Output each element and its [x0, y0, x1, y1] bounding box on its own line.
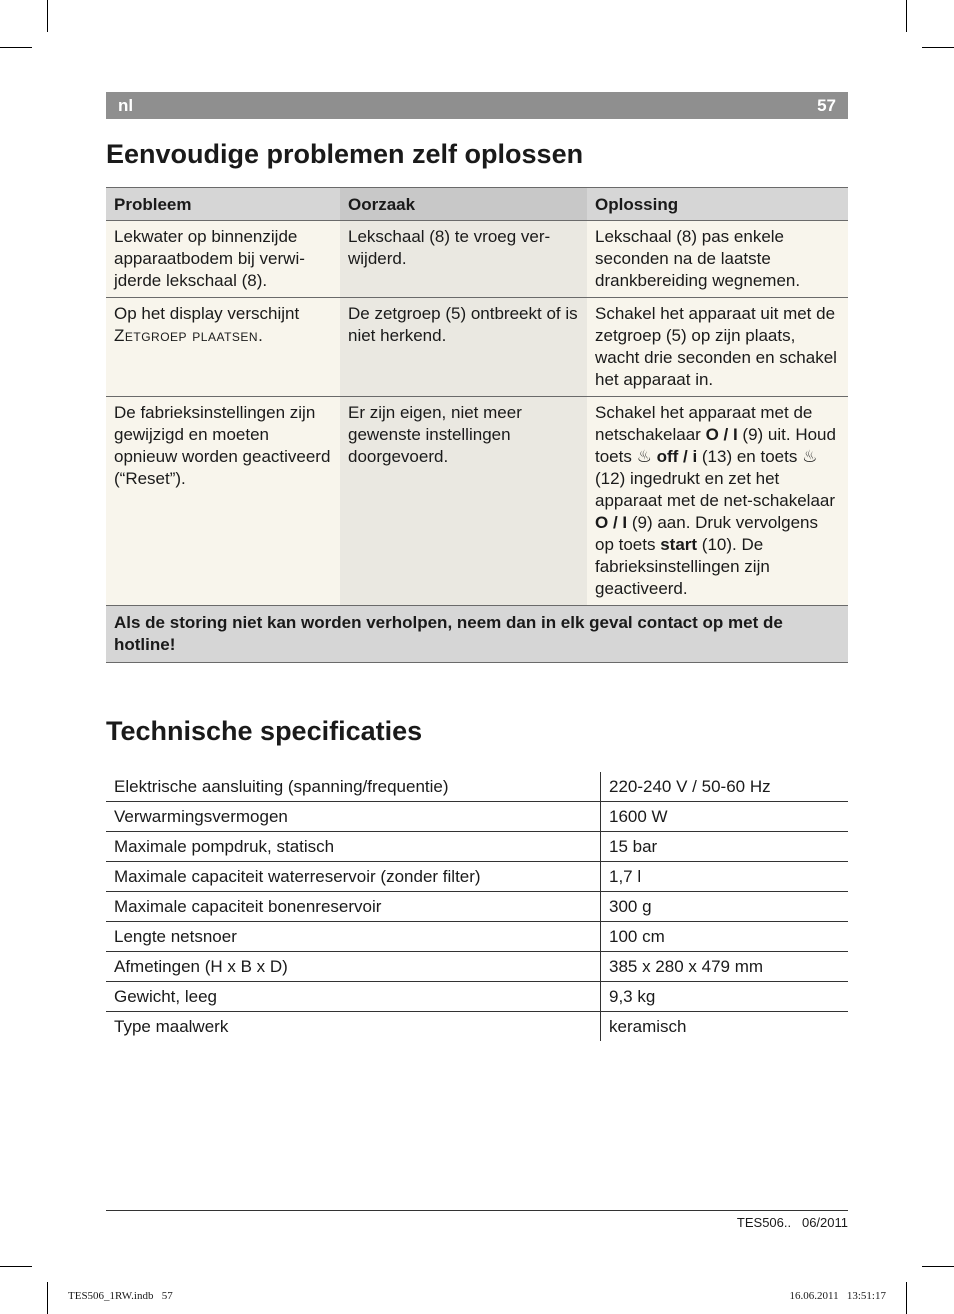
cell-text: (10). De fabrieksinstellingen zijn geactiveerd.: [595, 535, 770, 598]
spec-value: keramisch: [609, 1016, 687, 1036]
cell-oplossing: Lekschaal (8) pas enkele seconden na de laatste drankbereiding wegnemen.: [587, 221, 848, 298]
hotline-note: Als de storing niet kan worden verholpen, neem dan in elk geval contact op met de hotline!: [106, 606, 848, 663]
table-row: [106, 397, 848, 606]
column-header-probleem: Probleem: [106, 188, 340, 221]
steam-icon: ♨: [802, 447, 818, 466]
start-key-label: start: [660, 535, 698, 554]
cell-probleem: De fabrieksinstellingen zijn gewijzigd en moeten opnieuw worden geactiveerd (“Reset”).: [106, 397, 340, 606]
table-row: [106, 952, 848, 982]
steam-icon: ♨: [636, 447, 652, 466]
off-info-key-label: off / i: [651, 447, 698, 466]
cell-oorzaak: Er zijn eigen, niet meer gewenste instellingen doorgevoerd.: [340, 397, 587, 606]
spec-label: Verwarmingsvermogen: [106, 802, 601, 832]
cell-oorzaak: De zetgroep (5) ontbreekt of is niet herkend.: [340, 298, 587, 397]
spec-value: 100 cm: [601, 922, 849, 952]
cell-probleem: Lekwater op binnenzijde apparaatbodem bij verwi-jderde lekschaal (8).: [106, 221, 340, 298]
spec-value: 385 x 280 x 479 mm: [601, 952, 849, 982]
cell-oplossing: Schakel het apparaat uit met de zetgroep (5) op zijn plaats, wacht drie seconden en schakel het apparaat in.: [587, 298, 848, 397]
table-row: [106, 802, 848, 832]
column-header-oorzaak: Oorzaak: [340, 188, 587, 221]
cell-text: Schakel het apparaat met de netschakelaar: [595, 403, 813, 444]
spec-label: Maximale capaciteit bonenreservoir: [106, 892, 601, 922]
cell-probleem: [106, 298, 340, 397]
power-switch-label: O / I: [595, 513, 628, 532]
specifications-table: [106, 772, 848, 1041]
table-row: [106, 982, 848, 1012]
crop-mark: [0, 1266, 32, 1267]
print-slug-file: TES506_1RW.indb 57: [68, 1290, 173, 1302]
spec-label: Maximale capaciteit waterreservoir (zonder filter): [106, 862, 601, 892]
crop-mark: [47, 0, 48, 32]
section-title-specs: Technische specificaties: [106, 716, 423, 746]
spec-label: Lengte netsnoer: [106, 922, 601, 952]
cell-oplossing: [587, 397, 848, 606]
table-header-row: [106, 188, 848, 221]
spec-label: Type maalwerk: [106, 1012, 601, 1042]
spec-value: 1600 W: [601, 802, 849, 832]
crop-mark: [922, 1266, 954, 1267]
cell-text: .: [258, 326, 263, 345]
display-message: Zetgroep plaatsen: [114, 326, 259, 345]
table-note-row: [106, 606, 848, 663]
column-header-oplossing: Oplossing: [587, 188, 848, 221]
crop-mark: [0, 47, 32, 48]
spec-label: Gewicht, leeg: [106, 982, 601, 1012]
language-code: nl: [118, 96, 134, 115]
footer-divider: [106, 1210, 848, 1211]
spec-label: Afmetingen (H x B x D): [106, 952, 601, 982]
model-number: TES506..: [736, 1215, 792, 1230]
cell-text: (13) en toets: [697, 447, 803, 466]
table-row: [106, 772, 848, 802]
print-slug-timestamp: 16.06.2011 13:51:17: [789, 1290, 886, 1302]
cell-text: (9) uit. Houd toets: [595, 425, 836, 466]
section-title-troubleshooting: Eenvoudige problemen zelf oplossen: [106, 139, 584, 169]
table-row: [106, 298, 848, 397]
table-row: [106, 1012, 848, 1042]
table-row: [106, 832, 848, 862]
spec-value: 300 g: [601, 892, 849, 922]
table-row: [106, 922, 848, 952]
crop-mark: [906, 1282, 907, 1314]
page-header-bar: [106, 92, 848, 119]
table-row: [106, 892, 848, 922]
cell-oorzaak: Lekschaal (8) te vroeg ver-wijderd.: [340, 221, 587, 298]
crop-mark: [906, 0, 907, 32]
cell-text: Op het display verschijnt: [114, 304, 300, 323]
spec-value: 1,7 l: [601, 862, 849, 892]
power-switch-label: O / I: [705, 425, 738, 444]
cell-text: (12) ingedrukt en zet het apparaat met de net-schakelaar: [595, 469, 836, 510]
spec-value: 15 bar: [601, 832, 849, 862]
table-row: [106, 221, 848, 298]
cell-text: (9) aan. Druk vervolgens op toets: [595, 513, 818, 554]
spec-value: 220-240 V / 50-60 Hz: [601, 772, 849, 802]
spec-value: 9,3 kg: [601, 982, 849, 1012]
crop-mark: [922, 47, 954, 48]
crop-mark: [47, 1282, 48, 1314]
edition-date: 06/2011: [801, 1215, 848, 1230]
footer-reference: [737, 1215, 848, 1230]
troubleshooting-table: [106, 187, 848, 663]
page-number: 57: [817, 96, 836, 115]
spec-label: Elektrische aansluiting (spanning/frequentie): [106, 772, 601, 802]
table-row: [106, 862, 848, 892]
spec-label: Maximale pompdruk, statisch: [106, 832, 601, 862]
